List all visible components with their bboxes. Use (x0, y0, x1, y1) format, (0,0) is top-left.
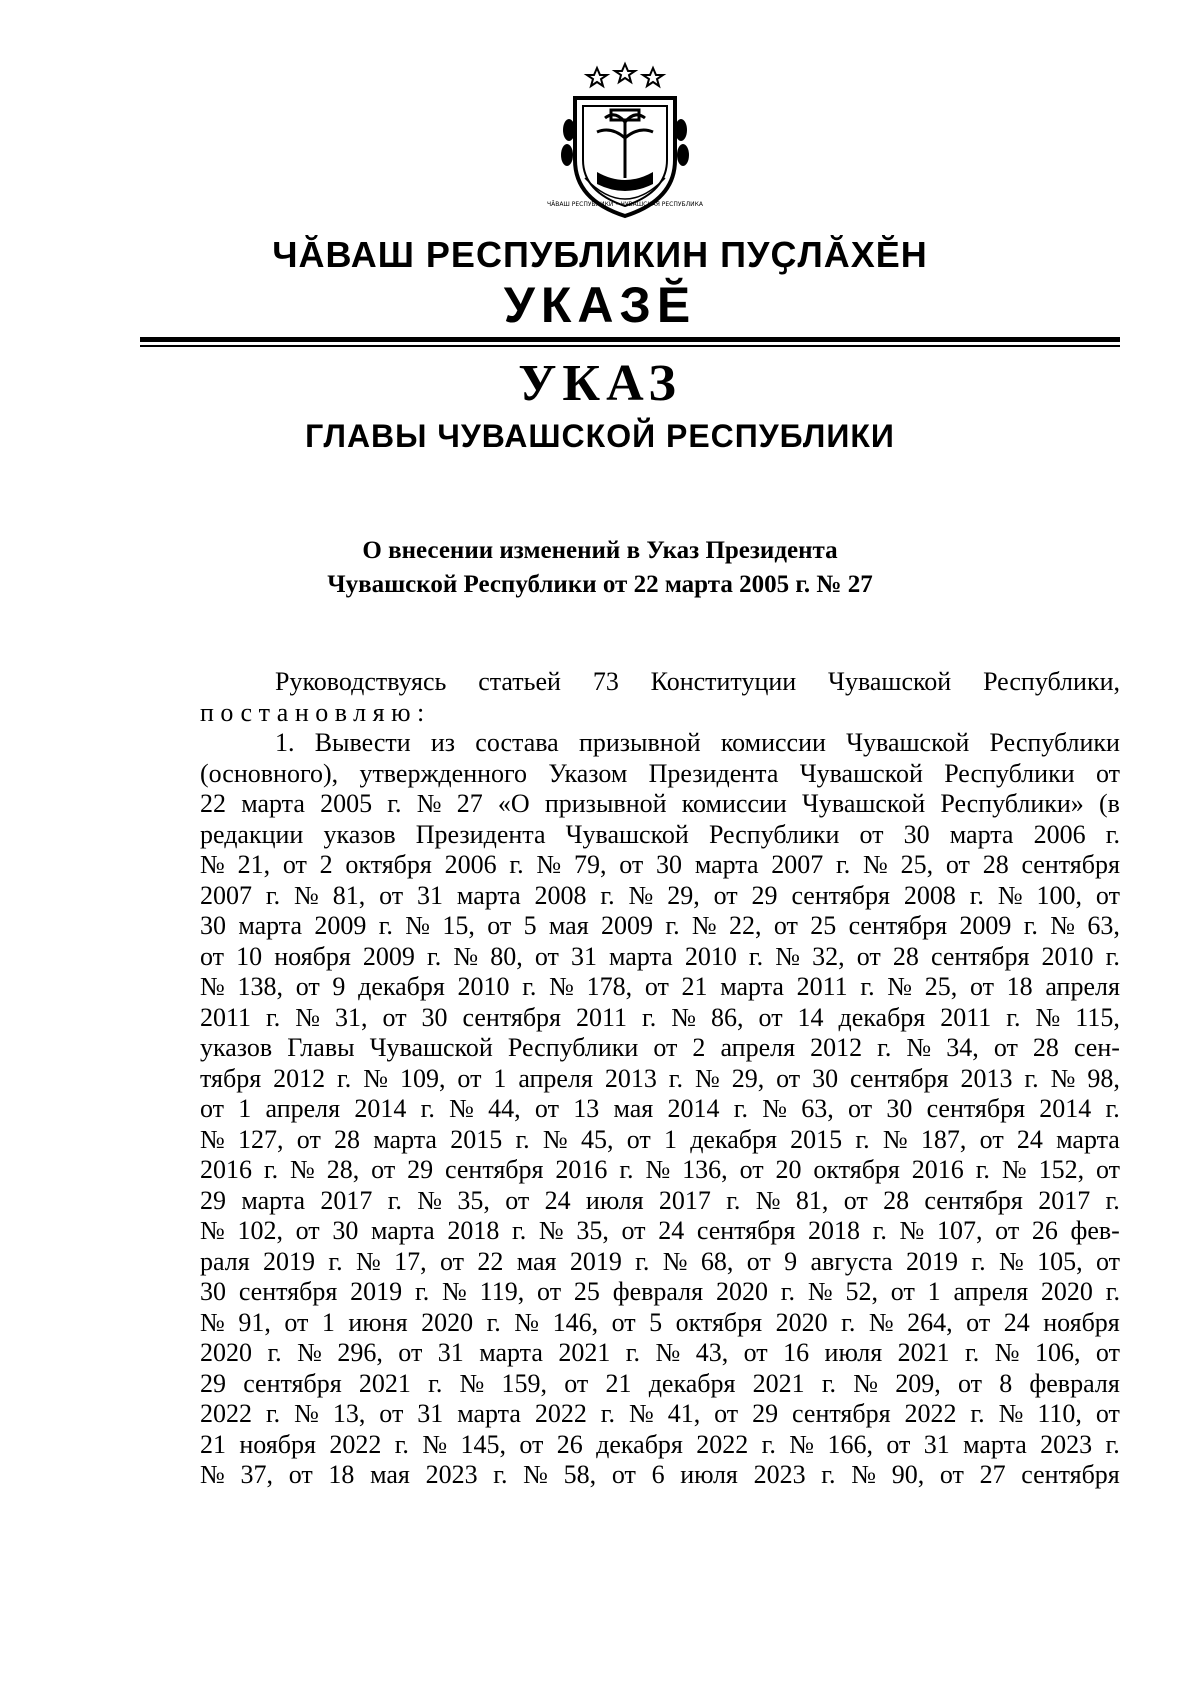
point-1-line: № 21, от 2 октября 2006 г. № 79, от 30 марта 2007 г. № 25, от 28 сентября (200, 850, 1120, 879)
point-1-line: № 138, от 9 декабря 2010 г. № 178, от 21 марта 2011 г. № 25, от 18 апреля (200, 972, 1120, 1001)
point-1-line: № 91, от 1 июня 2020 г. № 146, от 5 октября 2020 г. № 264, от 24 ноября (200, 1307, 1120, 1337)
document-body (200, 667, 1120, 1491)
point-1-line: (основного), утвержденного Указом Президента Чувашской Республики от (200, 758, 1120, 788)
chuvash-header-line2: УКАЗĔ (503, 277, 697, 333)
point-1-line: указов Главы Чувашской Республики от 2 апреля 2012 г. № 34, от 28 сен- (200, 1033, 1120, 1062)
point-1-line: 29 марта 2017 г. № 35, от 24 июля 2017 г. № 81, от 28 сентября 2017 г. (200, 1185, 1120, 1215)
point-1-line: 2007 г. № 81, от 31 марта 2008 г. № 29, от 29 сентября 2008 г. № 100, от (200, 880, 1120, 910)
chuvash-emblem-icon (546, 60, 704, 220)
point-1-line: 2016 г. № 28, от 29 сентября 2016 г. № 136, от 20 октября 2016 г. № 152, от (200, 1155, 1120, 1184)
point-1-line: от 1 апреля 2014 г. № 44, от 13 мая 2014 г. № 63, от 30 сентября 2014 г. (200, 1094, 1120, 1123)
point-1 (200, 728, 1120, 1491)
point-1-line: редакции указов Президента Чувашской Республики от 30 марта 2006 г. (200, 819, 1120, 849)
point-1-line: раля 2019 г. № 17, от 22 мая 2019 г. № 68, от 9 августа 2019 г. № 105, от (200, 1246, 1120, 1276)
point-1-line: № 102, от 30 марта 2018 г. № 35, от 24 сентября 2018 г. № 107, от 26 фев- (200, 1216, 1120, 1245)
preamble-line2: постановляю: (200, 697, 431, 727)
point-1-line: от 10 ноября 2009 г. № 80, от 31 марта 2010 г. № 32, от 28 сентября 2010 г. (200, 941, 1120, 971)
point-1-line: № 37, от 18 мая 2023 г. № 58, от 6 июля 2023 г. № 90, от 27 сентября (200, 1460, 1120, 1489)
point-1-line: № 127, от 28 марта 2015 г. № 45, от 1 декабря 2015 г. № 187, от 24 марта (200, 1124, 1120, 1154)
title-line2: Чувашской Республики от 22 марта 2005 г. № 27 (327, 571, 873, 598)
point-1-line: 30 марта 2009 г. № 15, от 5 мая 2009 г. № 22, от 25 сентября 2009 г. № 63, (200, 911, 1120, 940)
point-1-line: 22 марта 2005 г. № 27 «О призывной комиссии Чувашской Республики» (в (200, 789, 1120, 818)
emblem-text: ЧĂВАШ РЕСПУБЛИКИ • ЧУВАШСКАЯ РЕСПУБЛИКА (546, 201, 704, 208)
document-title (0, 534, 1200, 602)
header-divider-thin (140, 345, 1120, 347)
point-1-line: тября 2012 г. № 109, от 1 апреля 2013 г. № 29, от 30 сентября 2013 г. № 98, (200, 1063, 1120, 1093)
point-1-line: 30 сентября 2019 г. № 119, от 25 февраля 2020 г. № 52, от 1 апреля 2020 г. (200, 1277, 1120, 1306)
point-1-line: 1. Вывести из состава призывной комиссии Чувашской Республики (275, 728, 1120, 757)
point-1-line: 2022 г. № 13, от 31 марта 2022 г. № 41, от 29 сентября 2022 г. № 110, от (200, 1399, 1120, 1428)
title-line1: О внесении изменений в Указ Президента (362, 537, 838, 564)
russian-header-line2: ГЛАВЫ ЧУВАШСКОЙ РЕСПУБЛИКИ (305, 418, 895, 454)
point-1-line: 2011 г. № 31, от 30 сентября 2011 г. № 86, от 14 декабря 2011 г. № 115, (200, 1002, 1120, 1032)
russian-header-line1: УКАЗ (518, 355, 682, 412)
point-1-line: 2020 г. № 296, от 31 марта 2021 г. № 43, от 16 июля 2021 г. № 106, от (200, 1338, 1120, 1367)
preamble-line1: Руководствуясь статьей 73 Конституции Чувашской Республики, (275, 667, 1120, 696)
point-1-line: 21 ноября 2022 г. № 145, от 26 декабря 2022 г. № 166, от 31 марта 2023 г. (200, 1429, 1120, 1459)
chuvash-header-line1: ЧĂВАШ РЕСПУБЛИКИН ПУҪЛĂХĔН (272, 234, 928, 275)
header-divider-thick (140, 337, 1120, 342)
point-1-line: 29 сентября 2021 г. № 159, от 21 декабря 2021 г. № 209, от 8 февраля (200, 1368, 1120, 1398)
